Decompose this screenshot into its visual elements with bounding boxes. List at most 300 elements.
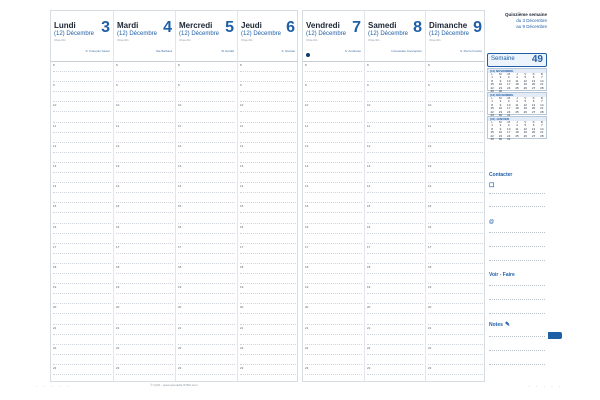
mini-calendar-day[interactable]: 12 — [523, 102, 527, 107]
mini-calendar-day[interactable]: J — [516, 96, 518, 100]
hour-line[interactable] — [305, 192, 362, 193]
hour-grid[interactable] — [51, 62, 113, 373]
mini-calendar-day[interactable]: 28 — [540, 85, 544, 90]
hour-line[interactable] — [240, 334, 296, 335]
hour-line[interactable] — [428, 344, 483, 345]
mini-calendar-day[interactable]: 26 — [523, 85, 527, 90]
hour-line[interactable] — [305, 364, 362, 365]
mini-calendar-day[interactable]: 14 — [540, 126, 544, 131]
hour-line[interactable] — [428, 132, 483, 133]
day-column-sunday[interactable] — [425, 11, 485, 381]
mini-calendar-day[interactable]: 19 — [523, 106, 527, 111]
hour-line[interactable] — [305, 334, 362, 335]
hour-grid[interactable] — [365, 62, 425, 373]
hour-line[interactable] — [428, 152, 483, 153]
hour-line[interactable] — [178, 101, 235, 102]
hour-line[interactable] — [305, 313, 362, 314]
mini-calendar-day[interactable]: 19 — [523, 130, 527, 135]
hour-line[interactable] — [240, 162, 296, 163]
hour-line[interactable] — [305, 263, 362, 264]
hour-line[interactable] — [53, 233, 111, 234]
hour-line[interactable] — [305, 162, 362, 163]
hour-line[interactable] — [178, 313, 235, 314]
mini-calendar-day[interactable]: 13 — [531, 102, 536, 107]
hour-line[interactable] — [116, 101, 173, 102]
hour-line[interactable] — [178, 283, 235, 284]
mini-calendar-day[interactable]: 7 — [541, 123, 543, 128]
hour-line[interactable] — [428, 223, 483, 224]
hour-line[interactable] — [305, 91, 362, 92]
hour-line[interactable] — [428, 111, 483, 112]
hour-line[interactable] — [428, 324, 483, 325]
hour-line[interactable] — [305, 172, 362, 173]
mini-calendar-day[interactable]: J — [516, 120, 518, 124]
hour-line[interactable] — [53, 132, 111, 133]
mini-calendar-day[interactable]: 6 — [532, 99, 535, 104]
hour-line[interactable] — [305, 374, 362, 375]
hour-line[interactable] — [178, 182, 235, 183]
hour-line[interactable] — [178, 172, 235, 173]
hour-line[interactable] — [53, 91, 111, 92]
hour-line[interactable] — [305, 212, 362, 213]
hour-line[interactable] — [367, 354, 423, 355]
hour-line[interactable] — [240, 111, 296, 112]
hour-line[interactable] — [53, 253, 111, 254]
hour-line[interactable] — [367, 374, 423, 375]
page-tab-marker[interactable] — [548, 332, 562, 339]
hour-line[interactable] — [240, 152, 296, 153]
mini-calendar-day[interactable]: 7 — [541, 75, 543, 80]
hour-line[interactable] — [240, 202, 296, 203]
mini-calendar-day[interactable]: 7 — [541, 99, 543, 104]
mini-calendar-day[interactable]: 22 — [490, 133, 494, 138]
mini-calendar-day[interactable]: 26 — [523, 133, 527, 138]
mini-calendar-day[interactable]: 2 — [499, 123, 502, 128]
hour-line[interactable] — [428, 293, 483, 294]
hour-line[interactable] — [178, 71, 235, 72]
hour-line[interactable] — [240, 303, 296, 304]
mini-calendar-day[interactable]: L — [491, 72, 493, 76]
hour-line[interactable] — [367, 223, 423, 224]
mini-calendar-day[interactable]: 3 — [507, 123, 510, 128]
hour-line[interactable] — [116, 202, 173, 203]
hour-line[interactable] — [428, 354, 483, 355]
hour-line[interactable] — [367, 364, 423, 365]
mini-calendar-day[interactable]: 30 — [498, 89, 503, 94]
hour-line[interactable] — [305, 354, 362, 355]
mini-calendar-day[interactable]: 24 — [507, 133, 511, 138]
hour-line[interactable] — [367, 162, 423, 163]
hour-line[interactable] — [116, 142, 173, 143]
mini-calendar-day[interactable]: 21 — [540, 130, 544, 135]
mini-calendar-day[interactable]: 27 — [531, 109, 536, 114]
mini-calendar-day[interactable]: 11 — [515, 78, 519, 83]
mini-calendar-day[interactable]: 5 — [524, 123, 527, 128]
mini-calendar-day[interactable]: 29 — [490, 137, 494, 142]
mini-calendar-day[interactable]: 29 — [490, 113, 494, 118]
mini-calendar-day[interactable]: S — [532, 72, 535, 76]
contact-line[interactable] — [489, 193, 545, 194]
notes-line[interactable] — [489, 364, 545, 365]
hour-line[interactable] — [240, 273, 296, 274]
hour-line[interactable] — [428, 81, 483, 82]
mini-calendar-day[interactable]: 29 — [490, 89, 494, 94]
mini-calendar-day[interactable]: 31 — [507, 113, 511, 118]
mini-calendar-day[interactable]: 21 — [540, 82, 544, 87]
mini-calendar-day[interactable]: 12 — [523, 78, 527, 83]
hour-grid[interactable] — [238, 62, 298, 373]
mini-calendar-day[interactable]: 27 — [531, 133, 536, 138]
hour-line[interactable] — [305, 152, 362, 153]
hour-line[interactable] — [116, 212, 173, 213]
hour-line[interactable] — [305, 122, 362, 123]
mini-calendar-january[interactable] — [487, 113, 547, 142]
mini-calendar-day[interactable]: 10 — [507, 78, 511, 83]
mini-calendar-day[interactable]: 8 — [491, 102, 493, 107]
hour-line[interactable] — [178, 122, 235, 123]
hour-line[interactable] — [240, 293, 296, 294]
hour-grid[interactable] — [114, 62, 175, 373]
mini-calendar-day[interactable]: 16 — [498, 106, 503, 111]
hour-line[interactable] — [428, 263, 483, 264]
mini-calendar-day[interactable]: D — [540, 120, 543, 124]
mini-calendar-day[interactable]: J — [516, 72, 518, 76]
hour-line[interactable] — [178, 192, 235, 193]
day-column-wednesday[interactable] — [175, 11, 237, 381]
mini-calendar-day[interactable]: S — [532, 120, 535, 124]
hour-grid[interactable] — [426, 62, 485, 373]
hour-line[interactable] — [240, 223, 296, 224]
hour-line[interactable] — [53, 243, 111, 244]
hour-line[interactable] — [305, 202, 362, 203]
mini-calendar-day[interactable]: 24 — [507, 85, 511, 90]
hour-line[interactable] — [367, 71, 423, 72]
notes-line[interactable] — [489, 336, 545, 337]
hour-line[interactable] — [367, 192, 423, 193]
hour-line[interactable] — [116, 162, 173, 163]
mini-calendar-day[interactable]: D — [540, 96, 543, 100]
day-column-monday[interactable] — [51, 11, 113, 381]
mini-calendar-day[interactable]: 18 — [515, 130, 519, 135]
hour-line[interactable] — [305, 253, 362, 254]
mini-calendar-day[interactable]: L — [491, 96, 493, 100]
hour-line[interactable] — [178, 324, 235, 325]
hour-line[interactable] — [428, 91, 483, 92]
mini-calendar-day[interactable]: M — [499, 72, 502, 76]
mini-calendar-day[interactable]: 1 — [491, 75, 493, 80]
mini-calendar-day[interactable]: S — [532, 96, 535, 100]
hour-line[interactable] — [240, 142, 296, 143]
hour-line[interactable] — [116, 111, 173, 112]
hour-line[interactable] — [367, 81, 423, 82]
mini-calendar-day[interactable]: 1 — [491, 123, 493, 128]
hour-line[interactable] — [305, 233, 362, 234]
mini-calendar-day[interactable]: 9 — [499, 102, 502, 107]
hour-line[interactable] — [240, 283, 296, 284]
hour-line[interactable] — [116, 293, 173, 294]
hour-line[interactable] — [367, 233, 423, 234]
hour-line[interactable] — [428, 233, 483, 234]
hour-line[interactable] — [367, 283, 423, 284]
mini-calendar-day[interactable]: 9 — [499, 126, 502, 131]
mini-calendar-day[interactable]: 8 — [491, 78, 493, 83]
hour-line[interactable] — [305, 344, 362, 345]
hour-line[interactable] — [53, 344, 111, 345]
mini-calendar-day[interactable]: 24 — [507, 109, 511, 114]
hour-line[interactable] — [178, 202, 235, 203]
mini-calendar-day[interactable]: M — [507, 120, 510, 124]
hour-line[interactable] — [178, 293, 235, 294]
mini-calendar-day[interactable]: 17 — [507, 130, 511, 135]
mini-calendar-day[interactable]: 19 — [523, 82, 527, 87]
hour-line[interactable] — [178, 162, 235, 163]
hour-line[interactable] — [305, 324, 362, 325]
todo-line[interactable] — [489, 313, 545, 314]
mini-calendar-day[interactable]: 25 — [515, 133, 519, 138]
mini-calendar-day[interactable]: 20 — [531, 130, 536, 135]
mini-calendar-day[interactable]: 11 — [515, 126, 519, 131]
mini-calendar-day[interactable]: 18 — [515, 106, 519, 111]
mini-calendar-day[interactable]: 23 — [498, 109, 503, 114]
hour-grid[interactable] — [303, 62, 364, 373]
hour-line[interactable] — [240, 71, 296, 72]
mini-calendar-day[interactable]: 15 — [490, 106, 494, 111]
mini-calendar-day[interactable]: 22 — [490, 85, 494, 90]
hour-line[interactable] — [116, 324, 173, 325]
mini-calendar-day[interactable]: 22 — [490, 109, 494, 114]
hour-line[interactable] — [367, 313, 423, 314]
hour-line[interactable] — [305, 111, 362, 112]
mini-calendar-day[interactable]: 15 — [490, 82, 494, 87]
hour-line[interactable] — [305, 132, 362, 133]
mini-calendar-day[interactable]: 14 — [540, 102, 544, 107]
hour-line[interactable] — [240, 253, 296, 254]
hour-line[interactable] — [53, 313, 111, 314]
day-column-friday[interactable] — [303, 11, 364, 381]
contact-line[interactable] — [489, 206, 545, 207]
hour-line[interactable] — [240, 132, 296, 133]
hour-line[interactable] — [367, 142, 423, 143]
hour-line[interactable] — [53, 152, 111, 153]
mini-calendar-november[interactable] — [487, 68, 547, 94]
hour-line[interactable] — [367, 303, 423, 304]
hour-line[interactable] — [367, 101, 423, 102]
mini-calendar-day[interactable]: 30 — [498, 113, 503, 118]
hour-line[interactable] — [428, 212, 483, 213]
hour-line[interactable] — [428, 303, 483, 304]
hour-line[interactable] — [116, 182, 173, 183]
hour-line[interactable] — [240, 263, 296, 264]
hour-line[interactable] — [116, 152, 173, 153]
todo-line[interactable] — [489, 285, 545, 286]
mini-calendar-day[interactable]: 3 — [507, 75, 510, 80]
hour-line[interactable] — [53, 283, 111, 284]
hour-line[interactable] — [53, 122, 111, 123]
hour-line[interactable] — [116, 132, 173, 133]
hour-line[interactable] — [178, 152, 235, 153]
hour-line[interactable] — [305, 142, 362, 143]
hour-line[interactable] — [53, 354, 111, 355]
mini-calendar-day[interactable]: 26 — [523, 109, 527, 114]
todo-line[interactable] — [489, 299, 545, 300]
hour-line[interactable] — [116, 273, 173, 274]
mini-calendar-day[interactable]: 27 — [531, 85, 536, 90]
mini-calendar-day[interactable]: 31 — [507, 137, 511, 142]
hour-line[interactable] — [178, 111, 235, 112]
mini-calendar-day[interactable]: 8 — [491, 126, 493, 131]
hour-line[interactable] — [178, 243, 235, 244]
mini-calendar-day[interactable]: 17 — [507, 82, 511, 87]
hour-line[interactable] — [116, 354, 173, 355]
hour-line[interactable] — [53, 101, 111, 102]
hour-line[interactable] — [116, 364, 173, 365]
hour-line[interactable] — [305, 101, 362, 102]
hour-line[interactable] — [116, 243, 173, 244]
hour-line[interactable] — [367, 243, 423, 244]
hour-line[interactable] — [240, 354, 296, 355]
hour-line[interactable] — [116, 313, 173, 314]
hour-line[interactable] — [178, 142, 235, 143]
hour-line[interactable] — [428, 162, 483, 163]
hour-line[interactable] — [178, 334, 235, 335]
hour-line[interactable] — [53, 172, 111, 173]
hour-line[interactable] — [53, 293, 111, 294]
hour-line[interactable] — [428, 313, 483, 314]
hour-line[interactable] — [116, 253, 173, 254]
mini-calendar-day[interactable]: 28 — [540, 133, 544, 138]
mini-calendar-day[interactable]: 4 — [516, 99, 518, 104]
mini-calendar-day[interactable]: 10 — [507, 102, 511, 107]
hour-line[interactable] — [428, 172, 483, 173]
hour-line[interactable] — [116, 283, 173, 284]
hour-line[interactable] — [116, 374, 173, 375]
hour-line[interactable] — [240, 324, 296, 325]
mini-calendar-day[interactable]: 16 — [498, 82, 503, 87]
mini-calendar-day[interactable]: 4 — [516, 123, 518, 128]
hour-line[interactable] — [367, 344, 423, 345]
hour-line[interactable] — [367, 334, 423, 335]
mini-calendar-day[interactable]: L — [491, 120, 493, 124]
hour-line[interactable] — [53, 192, 111, 193]
hour-line[interactable] — [116, 233, 173, 234]
hour-line[interactable] — [53, 374, 111, 375]
hour-line[interactable] — [240, 233, 296, 234]
mini-calendar-day[interactable]: M — [499, 120, 502, 124]
hour-line[interactable] — [240, 182, 296, 183]
hour-line[interactable] — [305, 81, 362, 82]
day-column-saturday[interactable] — [364, 11, 425, 381]
hour-line[interactable] — [305, 182, 362, 183]
hour-line[interactable] — [116, 223, 173, 224]
mini-calendar-day[interactable]: 6 — [532, 75, 535, 80]
hour-line[interactable] — [178, 253, 235, 254]
hour-line[interactable] — [305, 273, 362, 274]
mini-calendar-day[interactable]: 13 — [531, 126, 536, 131]
mini-calendar-day[interactable]: M — [507, 72, 510, 76]
hour-line[interactable] — [178, 81, 235, 82]
hour-line[interactable] — [53, 273, 111, 274]
hour-line[interactable] — [367, 182, 423, 183]
hour-line[interactable] — [240, 374, 296, 375]
day-column-thursday[interactable] — [237, 11, 298, 381]
mini-calendar-day[interactable]: 9 — [499, 78, 502, 83]
hour-line[interactable] — [305, 71, 362, 72]
mini-calendar-day[interactable]: 13 — [531, 78, 536, 83]
mini-calendar-day[interactable]: D — [540, 72, 543, 76]
hour-line[interactable] — [367, 202, 423, 203]
hour-line[interactable] — [428, 182, 483, 183]
hour-line[interactable] — [178, 273, 235, 274]
hour-line[interactable] — [240, 172, 296, 173]
mini-calendar-day[interactable]: 14 — [540, 78, 544, 83]
hour-line[interactable] — [178, 303, 235, 304]
hour-line[interactable] — [428, 142, 483, 143]
hour-line[interactable] — [428, 334, 483, 335]
hour-line[interactable] — [367, 111, 423, 112]
hour-line[interactable] — [178, 344, 235, 345]
mini-calendar-day[interactable]: 10 — [507, 126, 511, 131]
hour-line[interactable] — [367, 324, 423, 325]
hour-line[interactable] — [178, 364, 235, 365]
hour-line[interactable] — [178, 354, 235, 355]
hour-line[interactable] — [428, 202, 483, 203]
mini-calendar-day[interactable]: 17 — [507, 106, 511, 111]
hour-line[interactable] — [367, 132, 423, 133]
hour-line[interactable] — [53, 364, 111, 365]
mini-calendar-day[interactable]: 21 — [540, 106, 544, 111]
mini-calendar-day[interactable]: 4 — [516, 75, 518, 80]
email-line[interactable] — [489, 260, 545, 261]
hour-line[interactable] — [53, 303, 111, 304]
hour-line[interactable] — [240, 192, 296, 193]
hour-line[interactable] — [178, 223, 235, 224]
hour-line[interactable] — [305, 223, 362, 224]
hour-line[interactable] — [53, 182, 111, 183]
mini-calendar-day[interactable]: 11 — [515, 102, 519, 107]
mini-calendar-day[interactable]: 6 — [532, 123, 535, 128]
mini-calendar-day[interactable]: 1 — [491, 99, 493, 104]
email-line[interactable] — [489, 232, 545, 233]
hour-line[interactable] — [53, 162, 111, 163]
hour-line[interactable] — [53, 263, 111, 264]
mini-calendar-day[interactable]: V — [524, 120, 527, 124]
hour-line[interactable] — [116, 192, 173, 193]
hour-line[interactable] — [240, 91, 296, 92]
hour-line[interactable] — [53, 334, 111, 335]
hour-line[interactable] — [367, 122, 423, 123]
hour-line[interactable] — [367, 91, 423, 92]
day-column-tuesday[interactable] — [113, 11, 175, 381]
hour-line[interactable] — [428, 192, 483, 193]
hour-line[interactable] — [367, 273, 423, 274]
hour-line[interactable] — [367, 172, 423, 173]
hour-line[interactable] — [305, 303, 362, 304]
hour-line[interactable] — [116, 91, 173, 92]
hour-line[interactable] — [240, 212, 296, 213]
hour-line[interactable] — [116, 81, 173, 82]
hour-line[interactable] — [178, 91, 235, 92]
hour-line[interactable] — [116, 172, 173, 173]
mini-calendar-day[interactable]: 15 — [490, 130, 494, 135]
mini-calendar-day[interactable]: 12 — [523, 126, 527, 131]
hour-line[interactable] — [53, 71, 111, 72]
hour-line[interactable] — [53, 142, 111, 143]
hour-line[interactable] — [240, 101, 296, 102]
mini-calendar-day[interactable]: 5 — [524, 75, 527, 80]
hour-line[interactable] — [428, 101, 483, 102]
hour-line[interactable] — [305, 293, 362, 294]
hour-line[interactable] — [240, 344, 296, 345]
